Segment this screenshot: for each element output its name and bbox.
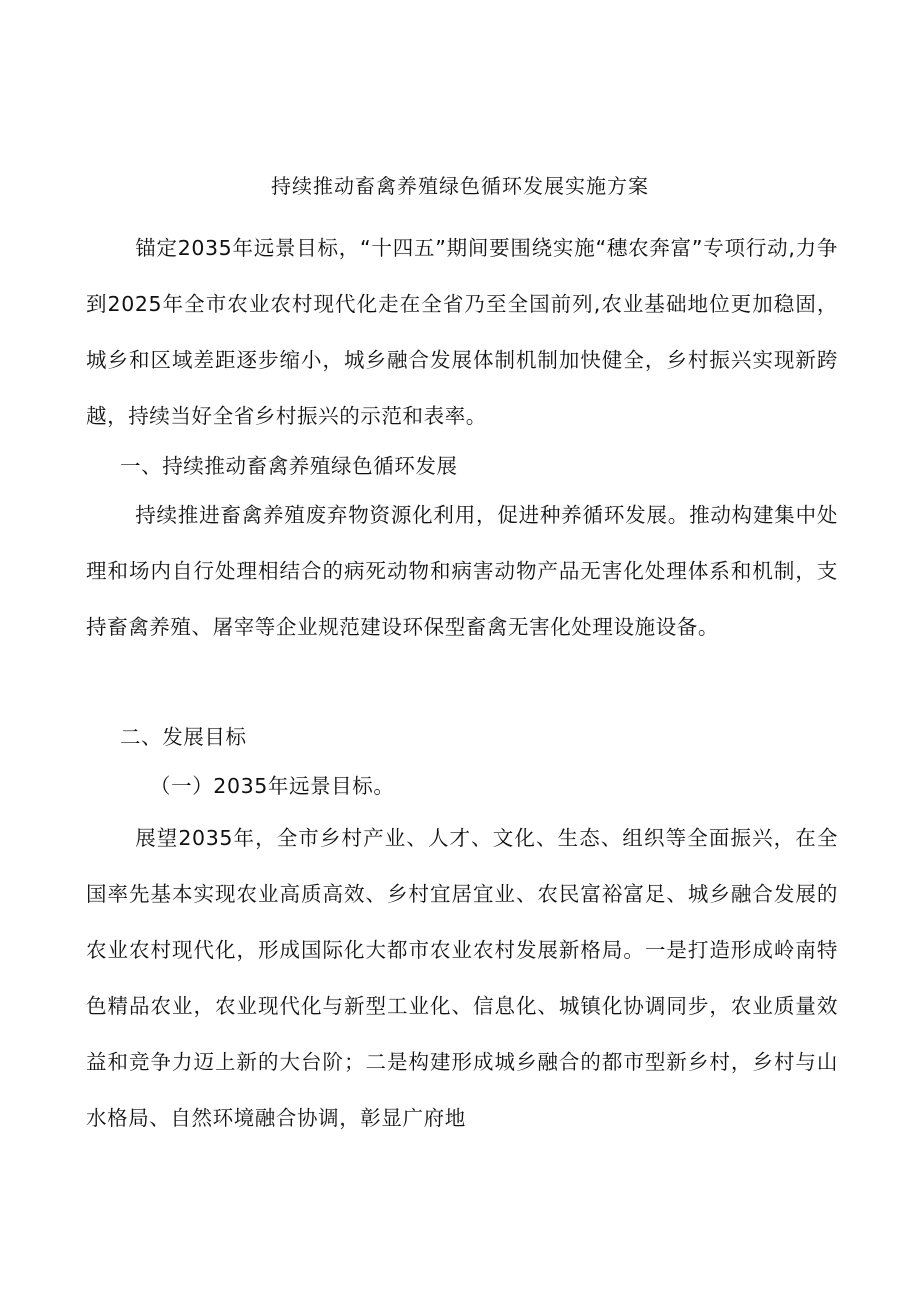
- section-2-subheading: （一）2035年远景目标。: [150, 774, 395, 798]
- intro-paragraph: 锚定2035年远景目标，“十四五”期间要围绕实施“穗农奔富”专项行动,力争到2025年全市农业农村现代化走在全省乃至全国前列,农业基础地位更加稳固，城乡和区域差距逐步缩小，城乡融合发展体制机制加快健全，乡村振兴实现新跨越，持续当好全省乡村振兴的示范和表率。: [86, 236, 838, 428]
- section-2-paragraph: 展望2035年，全市乡村产业、人才、文化、生态、组织等全面振兴，在全国率先基本实现农业高质高效、乡村宜居宜业、农民富裕富足、城乡融合发展的农业农村现代化，形成国际化大都市农业农村发展新格局。一是打造形成岭南特色精品农业，农业现代化与新型工业化、信息化、城镇化协调同步，农业质量效益和竞争力迈上新的大台阶；二是构建形成城乡融合的都市型新乡村，乡村与山水格局、自然环境融合协调，彰显广府地: [86, 826, 838, 1130]
- section-1-heading: 一、持续推动畜禽养殖绿色循环发展: [120, 454, 458, 478]
- section-1-paragraph: 持续推进畜禽养殖废弃物资源化利用，促进种养循环发展。推动构建集中处理和场内自行处理相结合的病死动物和病害动物产品无害化处理体系和机制，支持畜禽养殖、屠宰等企业规范建设环保型畜禽无害化处理设施设备。: [86, 503, 838, 639]
- document-title: 持续推动畜禽养殖绿色循环发展实施方案: [271, 174, 649, 198]
- section-2-heading: 二、发展目标: [120, 725, 247, 749]
